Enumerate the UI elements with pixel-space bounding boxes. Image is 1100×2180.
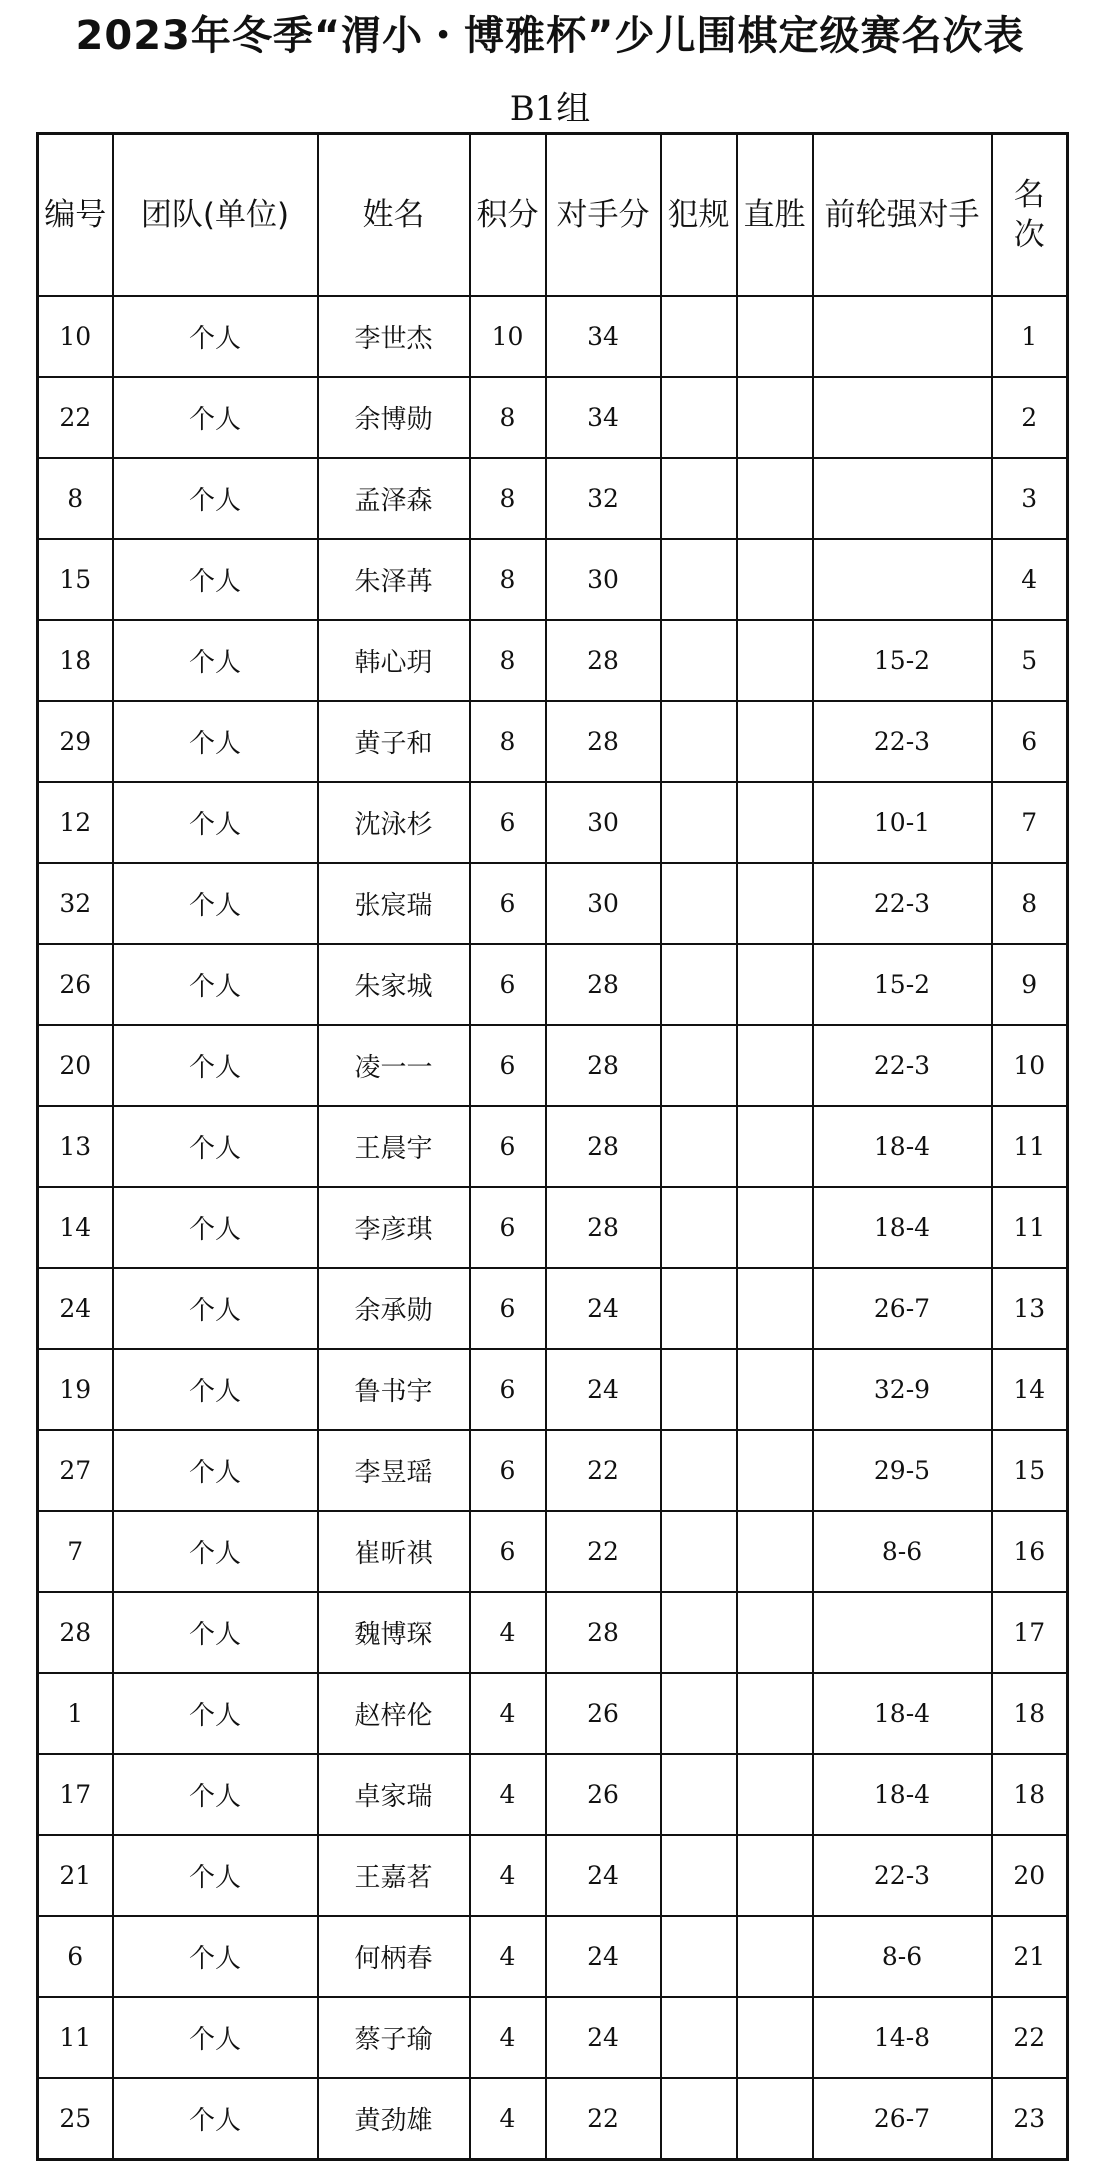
header-foul: 犯规 [661,134,737,297]
table-row [38,1997,1068,2078]
cell-id: 19 [38,1349,113,1430]
cell-direct-win [737,1349,813,1430]
cell-foul [661,377,737,458]
cell-team: 个人 [113,1511,318,1592]
cell-team: 个人 [113,1835,318,1916]
table-row [38,620,1068,701]
cell-id: 6 [38,1916,113,1997]
table-row [38,782,1068,863]
cell-foul [661,1025,737,1106]
table-row [38,377,1068,458]
cell-id: 20 [38,1025,113,1106]
cell-id: 22 [38,377,113,458]
cell-rank: 3 [992,458,1068,539]
cell-points: 4 [470,1673,546,1754]
cell-points: 6 [470,1187,546,1268]
cell-opponent-score: 24 [546,1835,661,1916]
cell-rank: 11 [992,1187,1068,1268]
cell-team: 个人 [113,1106,318,1187]
cell-rank: 17 [992,1592,1068,1673]
cell-team: 个人 [113,1187,318,1268]
cell-direct-win [737,620,813,701]
cell-team: 个人 [113,458,318,539]
cell-points: 6 [470,944,546,1025]
cell-direct-win [737,1997,813,2078]
cell-id: 27 [38,1430,113,1511]
cell-points: 8 [470,620,546,701]
cell-id: 24 [38,1268,113,1349]
header-opponent-score: 对手分 [546,134,661,297]
cell-direct-win [737,782,813,863]
cell-team: 个人 [113,1268,318,1349]
cell-strong-opponent: 15-2 [813,620,992,701]
table-row [38,863,1068,944]
cell-team: 个人 [113,1349,318,1430]
cell-rank: 5 [992,620,1068,701]
header-strong-opponent: 前轮强对手 [813,134,992,297]
cell-direct-win [737,1511,813,1592]
cell-foul [661,944,737,1025]
cell-foul [661,458,737,539]
document-title: 2023年冬季“渭小・博雅杯”少儿围棋定级赛名次表 [75,13,1025,59]
cell-points: 4 [470,1835,546,1916]
cell-direct-win [737,377,813,458]
header-name: 姓名 [318,134,470,297]
cell-opponent-score: 34 [546,296,661,377]
cell-points: 6 [470,1430,546,1511]
cell-id: 8 [38,458,113,539]
table-row [38,1673,1068,1754]
cell-direct-win [737,296,813,377]
cell-rank: 9 [992,944,1068,1025]
cell-team: 个人 [113,1673,318,1754]
standings-table [36,132,1069,2161]
cell-points: 6 [470,1106,546,1187]
table-row [38,1349,1068,1430]
cell-points: 6 [470,782,546,863]
cell-name: 凌一一 [318,1025,470,1106]
cell-strong-opponent: 8-6 [813,1511,992,1592]
cell-strong-opponent: 18-4 [813,1106,992,1187]
cell-points: 6 [470,1268,546,1349]
cell-name: 朱泽苒 [318,539,470,620]
cell-name: 张宸瑞 [318,863,470,944]
cell-rank: 10 [992,1025,1068,1106]
header-id: 编号 [38,134,113,297]
cell-id: 26 [38,944,113,1025]
table-row [38,944,1068,1025]
table-row [38,1754,1068,1835]
cell-direct-win [737,2078,813,2160]
table-row [38,539,1068,620]
group-subtitle: B1组 [509,89,591,129]
cell-opponent-score: 24 [546,1268,661,1349]
cell-opponent-score: 28 [546,1592,661,1673]
cell-id: 17 [38,1754,113,1835]
cell-team: 个人 [113,1430,318,1511]
cell-points: 8 [470,539,546,620]
cell-foul [661,620,737,701]
cell-direct-win [737,1268,813,1349]
cell-team: 个人 [113,1592,318,1673]
cell-strong-opponent: 22-3 [813,1835,992,1916]
cell-strong-opponent [813,296,992,377]
cell-name: 黄子和 [318,701,470,782]
cell-rank: 15 [992,1430,1068,1511]
cell-foul [661,1835,737,1916]
cell-strong-opponent: 22-3 [813,1025,992,1106]
table-body [38,296,1068,2160]
table-row [38,1268,1068,1349]
cell-id: 12 [38,782,113,863]
cell-opponent-score: 28 [546,1187,661,1268]
cell-direct-win [737,1430,813,1511]
cell-strong-opponent: 18-4 [813,1187,992,1268]
cell-direct-win [737,1916,813,1997]
cell-foul [661,539,737,620]
cell-strong-opponent: 15-2 [813,944,992,1025]
cell-id: 28 [38,1592,113,1673]
cell-strong-opponent [813,458,992,539]
cell-name: 王晨宇 [318,1106,470,1187]
cell-opponent-score: 28 [546,620,661,701]
cell-strong-opponent: 8-6 [813,1916,992,1997]
cell-foul [661,296,737,377]
cell-team: 个人 [113,782,318,863]
header-team: 团队(单位) [113,134,318,297]
cell-direct-win [737,458,813,539]
table-row [38,1430,1068,1511]
cell-opponent-score: 24 [546,1349,661,1430]
cell-team: 个人 [113,2078,318,2160]
table-row [38,296,1068,377]
cell-opponent-score: 30 [546,782,661,863]
cell-name: 魏博琛 [318,1592,470,1673]
cell-rank: 6 [992,701,1068,782]
table-row [38,2078,1068,2160]
cell-rank: 20 [992,1835,1068,1916]
header-rank: 名次 [992,134,1068,297]
cell-foul [661,1268,737,1349]
cell-name: 李彦琪 [318,1187,470,1268]
cell-foul [661,2078,737,2160]
cell-rank: 23 [992,2078,1068,2160]
cell-direct-win [737,539,813,620]
cell-opponent-score: 24 [546,1997,661,2078]
cell-strong-opponent [813,539,992,620]
cell-opponent-score: 26 [546,1673,661,1754]
cell-id: 32 [38,863,113,944]
cell-opponent-score: 22 [546,1430,661,1511]
cell-strong-opponent: 22-3 [813,701,992,782]
table-row [38,1511,1068,1592]
cell-opponent-score: 22 [546,2078,661,2160]
cell-strong-opponent [813,377,992,458]
cell-team: 个人 [113,1754,318,1835]
cell-opponent-score: 30 [546,539,661,620]
cell-points: 4 [470,1997,546,2078]
cell-team: 个人 [113,1025,318,1106]
cell-id: 21 [38,1835,113,1916]
cell-name: 朱家城 [318,944,470,1025]
cell-opponent-score: 28 [546,701,661,782]
cell-id: 11 [38,1997,113,2078]
cell-rank: 21 [992,1916,1068,1997]
cell-points: 6 [470,1511,546,1592]
cell-opponent-score: 30 [546,863,661,944]
cell-direct-win [737,1187,813,1268]
cell-name: 孟泽森 [318,458,470,539]
table-row [38,1106,1068,1187]
cell-direct-win [737,1835,813,1916]
cell-direct-win [737,1106,813,1187]
table-row [38,701,1068,782]
cell-strong-opponent: 14-8 [813,1997,992,2078]
cell-name: 黄劲雄 [318,2078,470,2160]
cell-strong-opponent: 10-1 [813,782,992,863]
cell-strong-opponent [813,1592,992,1673]
cell-foul [661,1349,737,1430]
cell-name: 李昱瑶 [318,1430,470,1511]
cell-foul [661,1997,737,2078]
cell-name: 鲁书宇 [318,1349,470,1430]
cell-direct-win [737,944,813,1025]
cell-rank: 4 [992,539,1068,620]
cell-direct-win [737,863,813,944]
cell-id: 25 [38,2078,113,2160]
cell-foul [661,1187,737,1268]
cell-id: 7 [38,1511,113,1592]
cell-rank: 14 [992,1349,1068,1430]
cell-points: 6 [470,1349,546,1430]
cell-opponent-score: 32 [546,458,661,539]
cell-foul [661,1430,737,1511]
cell-name: 何柄春 [318,1916,470,1997]
cell-name: 崔昕祺 [318,1511,470,1592]
cell-foul [661,1754,737,1835]
cell-team: 个人 [113,701,318,782]
cell-team: 个人 [113,1997,318,2078]
cell-rank: 22 [992,1997,1068,2078]
table-row [38,458,1068,539]
table-row [38,1592,1068,1673]
cell-id: 15 [38,539,113,620]
cell-team: 个人 [113,620,318,701]
cell-points: 4 [470,1754,546,1835]
table-row [38,1835,1068,1916]
cell-foul [661,1106,737,1187]
cell-team: 个人 [113,1916,318,1997]
cell-rank: 8 [992,863,1068,944]
cell-strong-opponent: 29-5 [813,1430,992,1511]
cell-name: 李世杰 [318,296,470,377]
cell-points: 10 [470,296,546,377]
cell-team: 个人 [113,944,318,1025]
cell-name: 沈泳杉 [318,782,470,863]
cell-direct-win [737,1673,813,1754]
cell-opponent-score: 28 [546,944,661,1025]
cell-direct-win [737,1754,813,1835]
cell-name: 赵梓伦 [318,1673,470,1754]
cell-name: 卓家瑞 [318,1754,470,1835]
cell-points: 4 [470,2078,546,2160]
cell-team: 个人 [113,296,318,377]
cell-rank: 7 [992,782,1068,863]
cell-rank: 18 [992,1754,1068,1835]
cell-points: 4 [470,1592,546,1673]
cell-strong-opponent: 26-7 [813,1268,992,1349]
cell-team: 个人 [113,539,318,620]
cell-strong-opponent: 18-4 [813,1754,992,1835]
cell-foul [661,1916,737,1997]
cell-foul [661,1592,737,1673]
cell-rank: 16 [992,1511,1068,1592]
cell-id: 29 [38,701,113,782]
cell-rank: 1 [992,296,1068,377]
table-header-row [38,134,1068,297]
cell-foul [661,701,737,782]
cell-points: 8 [470,377,546,458]
cell-points: 6 [470,1025,546,1106]
cell-rank: 2 [992,377,1068,458]
cell-name: 余博勋 [318,377,470,458]
cell-foul [661,782,737,863]
cell-name: 王嘉茗 [318,1835,470,1916]
cell-points: 4 [470,1916,546,1997]
cell-id: 18 [38,620,113,701]
cell-opponent-score: 34 [546,377,661,458]
table-row [38,1916,1068,1997]
cell-points: 8 [470,458,546,539]
cell-direct-win [737,701,813,782]
cell-direct-win [737,1025,813,1106]
cell-foul [661,1673,737,1754]
cell-id: 1 [38,1673,113,1754]
header-direct-win: 直胜 [737,134,813,297]
cell-opponent-score: 24 [546,1916,661,1997]
cell-direct-win [737,1592,813,1673]
cell-opponent-score: 28 [546,1106,661,1187]
cell-foul [661,1511,737,1592]
table-row [38,1025,1068,1106]
cell-id: 10 [38,296,113,377]
cell-foul [661,863,737,944]
table-row [38,1187,1068,1268]
cell-strong-opponent: 26-7 [813,2078,992,2160]
cell-name: 蔡子瑜 [318,1997,470,2078]
cell-name: 余承勋 [318,1268,470,1349]
cell-rank: 18 [992,1673,1068,1754]
cell-points: 8 [470,701,546,782]
cell-strong-opponent: 18-4 [813,1673,992,1754]
cell-rank: 11 [992,1106,1068,1187]
cell-strong-opponent: 22-3 [813,863,992,944]
cell-opponent-score: 28 [546,1025,661,1106]
header-points: 积分 [470,134,546,297]
cell-opponent-score: 26 [546,1754,661,1835]
cell-opponent-score: 22 [546,1511,661,1592]
cell-id: 14 [38,1187,113,1268]
cell-team: 个人 [113,863,318,944]
cell-strong-opponent: 32-9 [813,1349,992,1430]
cell-name: 韩心玥 [318,620,470,701]
cell-id: 13 [38,1106,113,1187]
cell-points: 6 [470,863,546,944]
cell-rank: 13 [992,1268,1068,1349]
cell-team: 个人 [113,377,318,458]
